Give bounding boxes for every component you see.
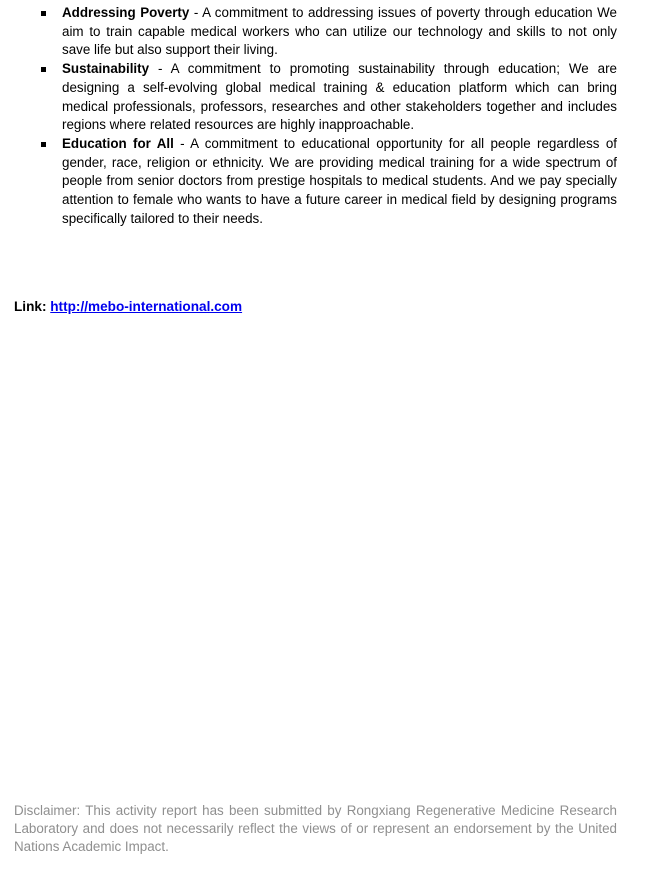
- mebo-international-link[interactable]: http://mebo-international.com: [50, 299, 243, 314]
- disclaimer-text: Disclaimer: This activity report has been submitted by Rongxiang Regenerative Medicine Research Laboratory and does not necessarily reflect the views of or represent an endorsement by the United Nations Academic Impact.: [14, 803, 617, 855]
- bullet-item-education-for-all: [0, 135, 617, 229]
- link-label: Link:: [14, 299, 51, 314]
- commitment-bullet-list: [0, 4, 617, 228]
- square-bullet-icon: [41, 67, 46, 72]
- bullet-title: Addressing Poverty: [62, 5, 190, 20]
- bullet-text: - A commitment to educational opportunity for all people regardless of gender, race, religion or ethnicity. We are providing medical training for a wide spectrum of people from senior doctors from prestige hospitals to medical students. And we pay specially attention to female who wants to have a future career in medical field by designing programs specifically tailored to their needs.: [62, 135, 617, 226]
- bullet-item-addressing-poverty: [0, 4, 617, 60]
- square-bullet-icon: [41, 142, 46, 147]
- bullet-item-sustainability: [0, 60, 617, 135]
- bullet-text: - A commitment to addressing issues of poverty through education We aim to train capable medical workers who can utilize our technology and skills to not only save life but also support their living.: [62, 5, 617, 58]
- square-bullet-icon: [41, 11, 46, 16]
- bullet-text: - A commitment to promoting sustainability through education; We are designing a self-evolving global medical training & education platform which can bring medical professionals, professors, researches and other stakeholders together and includes regions where related resources are highly inapproachable.: [62, 61, 617, 133]
- link-row: [14, 298, 242, 316]
- bullet-title: Sustainability: [62, 61, 150, 77]
- bullet-title: Education for All: [62, 135, 174, 151]
